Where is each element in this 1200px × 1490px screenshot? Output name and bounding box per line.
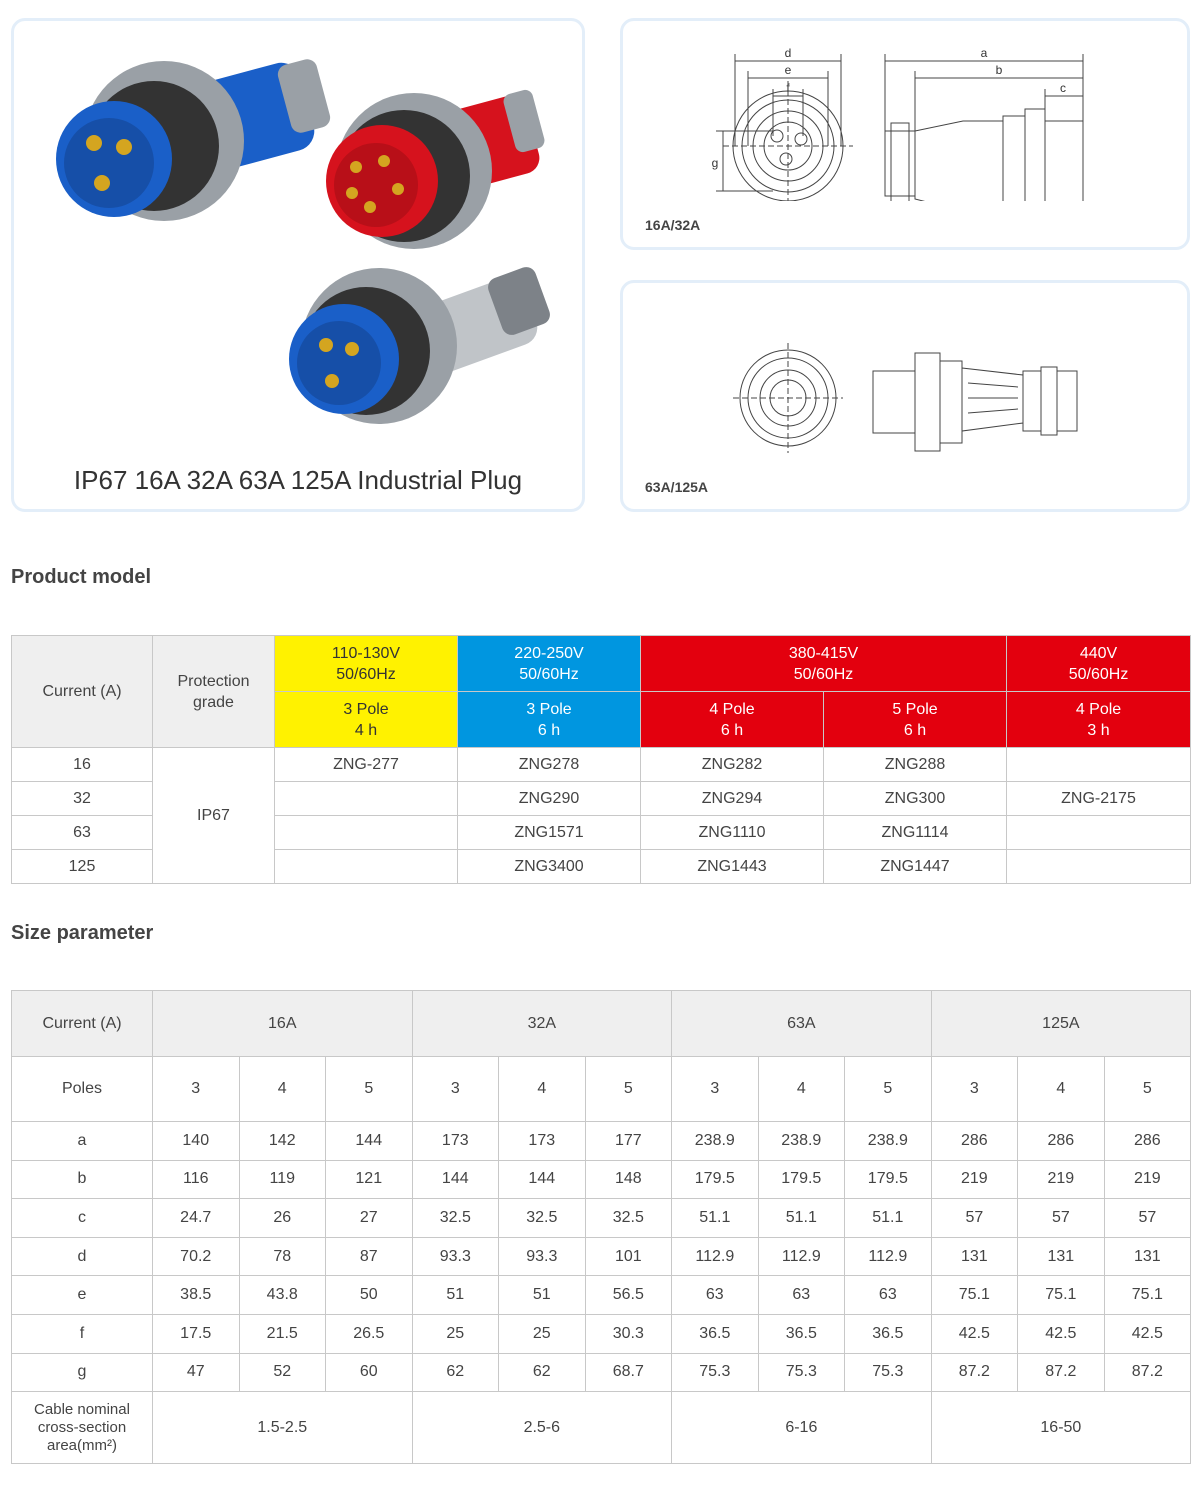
header-current-16a: 16A	[153, 991, 413, 1057]
dimension-value-cell: 51	[412, 1276, 499, 1315]
product-image-card	[11, 18, 585, 512]
dimension-value-cell: 219	[1104, 1160, 1191, 1199]
dimension-value-cell: 219	[1018, 1160, 1105, 1199]
cable-row	[12, 1392, 1191, 1464]
dimension-label: b	[12, 1160, 153, 1199]
pole-cell: 3	[153, 1057, 240, 1122]
red-plug-image	[326, 88, 546, 249]
dimension-value-cell: 93.3	[412, 1237, 499, 1276]
dimension-value-cell: 62	[412, 1353, 499, 1392]
dimension-label: g	[12, 1353, 153, 1392]
voltage-220-250: 220-250V 50/60Hz	[458, 636, 641, 692]
dimension-value-cell: 87.2	[1018, 1353, 1105, 1392]
poles-label: Poles	[12, 1057, 153, 1122]
model-cell: ZNG-2175	[1007, 782, 1191, 816]
dimension-value-cell: 17.5	[153, 1314, 240, 1353]
table-row	[12, 1314, 1191, 1353]
dimension-value-cell: 52	[239, 1353, 326, 1392]
dimension-value-cell: 75.1	[1018, 1276, 1105, 1315]
dimension-value-cell: 131	[1104, 1237, 1191, 1276]
dimension-value-cell: 142	[239, 1122, 326, 1161]
current-cell: 32	[12, 782, 153, 816]
dimension-value-cell: 112.9	[672, 1237, 759, 1276]
dimension-value-cell: 70.2	[153, 1237, 240, 1276]
blue-plug-image	[56, 57, 332, 221]
pole-cell: 5 Pole 6 h	[824, 692, 1007, 748]
pole-cell: 3 Pole 6 h	[458, 692, 641, 748]
dimension-value-cell: 75.3	[845, 1353, 932, 1392]
dimension-value-cell: 42.5	[931, 1314, 1018, 1353]
dimension-value-cell: 238.9	[758, 1122, 845, 1161]
dimension-value-cell: 25	[499, 1314, 586, 1353]
product-model-table	[11, 635, 1191, 884]
dimension-value-cell: 116	[153, 1160, 240, 1199]
dimension-value-cell: 87.2	[931, 1353, 1018, 1392]
dimension-value-cell: 75.1	[931, 1276, 1018, 1315]
dimension-label: f	[12, 1314, 153, 1353]
dimension-value-cell: 148	[585, 1160, 672, 1199]
dimension-value-cell: 51.1	[672, 1199, 759, 1238]
dimension-value-cell: 26	[239, 1199, 326, 1238]
dimension-value-cell: 112.9	[758, 1237, 845, 1276]
model-cell: ZNG288	[824, 748, 1007, 782]
dimension-value-cell: 63	[845, 1276, 932, 1315]
dim-label-a: a	[980, 46, 988, 60]
table-row	[12, 1160, 1191, 1199]
dimension-value-cell: 68.7	[585, 1353, 672, 1392]
dimension-value-cell: 47	[153, 1353, 240, 1392]
dimension-value-cell: 42.5	[1018, 1314, 1105, 1353]
dimension-value-cell: 140	[153, 1122, 240, 1161]
dimension-value-cell: 121	[326, 1160, 413, 1199]
dimension-value-cell: 60	[326, 1353, 413, 1392]
dimension-value-cell: 177	[585, 1122, 672, 1161]
voltage-440: 440V 50/60Hz	[1007, 636, 1191, 692]
pole-cell: 5	[1104, 1057, 1191, 1122]
dimension-value-cell: 238.9	[845, 1122, 932, 1161]
current-cell: 125	[12, 850, 153, 884]
model-cell: ZNG1114	[824, 816, 1007, 850]
table-row	[12, 1122, 1191, 1161]
dimension-value-cell: 112.9	[845, 1237, 932, 1276]
model-cell: ZNG1571	[458, 816, 641, 850]
technical-drawing-16a-32a	[623, 21, 1187, 201]
dimension-label: c	[12, 1199, 153, 1238]
dimension-value-cell: 119	[239, 1160, 326, 1199]
diagram-caption-16a-32a: 16A/32A	[645, 217, 701, 233]
dimension-value-cell: 50	[326, 1276, 413, 1315]
pole-cell: 4 Pole 6 h	[641, 692, 824, 748]
dimension-value-cell: 131	[931, 1237, 1018, 1276]
dimension-value-cell: 32.5	[585, 1199, 672, 1238]
cable-cell: 2.5-6	[412, 1392, 672, 1464]
product-caption: IP67 16A 32A 63A 125A Industrial Plug	[73, 465, 523, 495]
table-row	[12, 1353, 1191, 1392]
dimension-value-cell: 286	[1104, 1122, 1191, 1161]
pole-cell: 4	[499, 1057, 586, 1122]
dimension-value-cell: 101	[585, 1237, 672, 1276]
model-cell: ZNG294	[641, 782, 824, 816]
dim-label-f: f	[786, 81, 790, 95]
dimension-label: e	[12, 1276, 153, 1315]
table-row	[12, 1237, 1191, 1276]
gray-plug-image	[289, 264, 553, 424]
dimension-value-cell: 24.7	[153, 1199, 240, 1238]
header-current: Current (A)	[12, 991, 153, 1057]
poles-row	[12, 1057, 1191, 1122]
model-cell: ZNG300	[824, 782, 1007, 816]
pole-cell: 3	[412, 1057, 499, 1122]
dimension-value-cell: 21.5	[239, 1314, 326, 1353]
dimension-value-cell: 56.5	[585, 1276, 672, 1315]
dimension-value-cell: 87.2	[1104, 1353, 1191, 1392]
size-parameter-title: Size parameter	[11, 922, 154, 944]
dimension-value-cell: 27	[326, 1199, 413, 1238]
dimension-value-cell: 78	[239, 1237, 326, 1276]
table-row	[12, 1199, 1191, 1238]
pole-cell: 5	[585, 1057, 672, 1122]
dimension-value-cell: 25	[412, 1314, 499, 1353]
dimension-value-cell: 36.5	[758, 1314, 845, 1353]
pole-cell: 4	[239, 1057, 326, 1122]
model-cell: ZNG290	[458, 782, 641, 816]
dim-label-d: d	[784, 46, 792, 60]
dimension-value-cell: 51.1	[845, 1199, 932, 1238]
dimension-value-cell: 26.5	[326, 1314, 413, 1353]
dimension-value-cell: 286	[931, 1122, 1018, 1161]
current-cell: 16	[12, 748, 153, 782]
dimension-label: a	[12, 1122, 153, 1161]
dimension-value-cell: 43.8	[239, 1276, 326, 1315]
model-cell	[275, 816, 458, 850]
dimension-value-cell: 63	[672, 1276, 759, 1315]
model-cell	[1007, 748, 1191, 782]
dimension-value-cell: 36.5	[845, 1314, 932, 1353]
table-row	[12, 1276, 1191, 1315]
model-cell	[275, 782, 458, 816]
dimension-value-cell: 144	[412, 1160, 499, 1199]
dimension-value-cell: 51.1	[758, 1199, 845, 1238]
pole-cell: 3	[931, 1057, 1018, 1122]
dimension-value-cell: 57	[1018, 1199, 1105, 1238]
dim-label-e: e	[784, 63, 792, 77]
dimension-value-cell: 32.5	[412, 1199, 499, 1238]
dimension-value-cell: 32.5	[499, 1199, 586, 1238]
model-cell: ZNG282	[641, 748, 824, 782]
dimension-value-cell: 75.3	[758, 1353, 845, 1392]
header-current-63a: 63A	[672, 991, 932, 1057]
dimension-value-cell: 36.5	[672, 1314, 759, 1353]
technical-drawing-63a-125a	[623, 283, 1187, 463]
dimension-value-cell: 62	[499, 1353, 586, 1392]
dimension-value-cell: 38.5	[153, 1276, 240, 1315]
dimension-value-cell: 173	[499, 1122, 586, 1161]
pole-cell: 3 Pole 4 h	[275, 692, 458, 748]
product-model-title: Product model	[11, 566, 152, 588]
dimension-value-cell: 179.5	[845, 1160, 932, 1199]
dimension-label: d	[12, 1237, 153, 1276]
cable-cell: 16-50	[931, 1392, 1191, 1464]
dimension-value-cell: 87	[326, 1237, 413, 1276]
diagram-card-16a-32a	[620, 18, 1190, 250]
header-current: Current (A)	[12, 636, 153, 748]
model-cell: ZNG1447	[824, 850, 1007, 884]
dimension-value-cell: 179.5	[758, 1160, 845, 1199]
pole-cell: 5	[845, 1057, 932, 1122]
dimension-value-cell: 144	[499, 1160, 586, 1199]
dimension-value-cell: 286	[1018, 1122, 1105, 1161]
pole-cell: 4 Pole 3 h	[1007, 692, 1191, 748]
table-row	[12, 748, 1191, 782]
dimension-value-cell: 173	[412, 1122, 499, 1161]
dimension-value-cell: 93.3	[499, 1237, 586, 1276]
diagram-card-63a-125a	[620, 280, 1190, 512]
model-cell: ZNG1443	[641, 850, 824, 884]
header-protection: Protection grade	[153, 636, 275, 748]
dimension-value-cell: 75.3	[672, 1353, 759, 1392]
model-cell: ZNG3400	[458, 850, 641, 884]
pole-cell: 4	[1018, 1057, 1105, 1122]
dimension-value-cell: 179.5	[672, 1160, 759, 1199]
dim-label-c: c	[1060, 81, 1066, 95]
model-cell	[1007, 816, 1191, 850]
product-illustration	[14, 21, 582, 461]
pole-cell: 5	[326, 1057, 413, 1122]
dimension-value-cell: 238.9	[672, 1122, 759, 1161]
dimension-value-cell: 63	[758, 1276, 845, 1315]
model-cell: ZNG-277	[275, 748, 458, 782]
dim-label-b: b	[995, 63, 1003, 77]
dimension-value-cell: 57	[931, 1199, 1018, 1238]
model-cell: ZNG1110	[641, 816, 824, 850]
pole-cell: 4	[758, 1057, 845, 1122]
current-cell: 63	[12, 816, 153, 850]
protection-cell: IP67	[153, 748, 275, 884]
header-current-125a: 125A	[931, 991, 1191, 1057]
size-parameter-table	[11, 990, 1191, 1464]
dimension-value-cell: 219	[931, 1160, 1018, 1199]
model-cell: ZNG278	[458, 748, 641, 782]
dimension-value-cell: 30.3	[585, 1314, 672, 1353]
cable-label: Cable nominal cross-section area(mm²)	[12, 1392, 153, 1464]
voltage-110-130: 110-130V 50/60Hz	[275, 636, 458, 692]
dimension-value-cell: 42.5	[1104, 1314, 1191, 1353]
voltage-380-415: 380-415V 50/60Hz	[641, 636, 1007, 692]
cable-cell: 1.5-2.5	[153, 1392, 413, 1464]
dimension-value-cell: 51	[499, 1276, 586, 1315]
cable-cell: 6-16	[672, 1392, 932, 1464]
model-cell	[275, 850, 458, 884]
dimension-value-cell: 144	[326, 1122, 413, 1161]
dimension-value-cell: 75.1	[1104, 1276, 1191, 1315]
dim-label-g: g	[711, 156, 719, 170]
pole-cell: 3	[672, 1057, 759, 1122]
header-current-32a: 32A	[412, 991, 672, 1057]
dimension-value-cell: 131	[1018, 1237, 1105, 1276]
diagram-caption-63a-125a: 63A/125A	[645, 479, 709, 495]
dimension-value-cell: 57	[1104, 1199, 1191, 1238]
model-cell	[1007, 850, 1191, 884]
